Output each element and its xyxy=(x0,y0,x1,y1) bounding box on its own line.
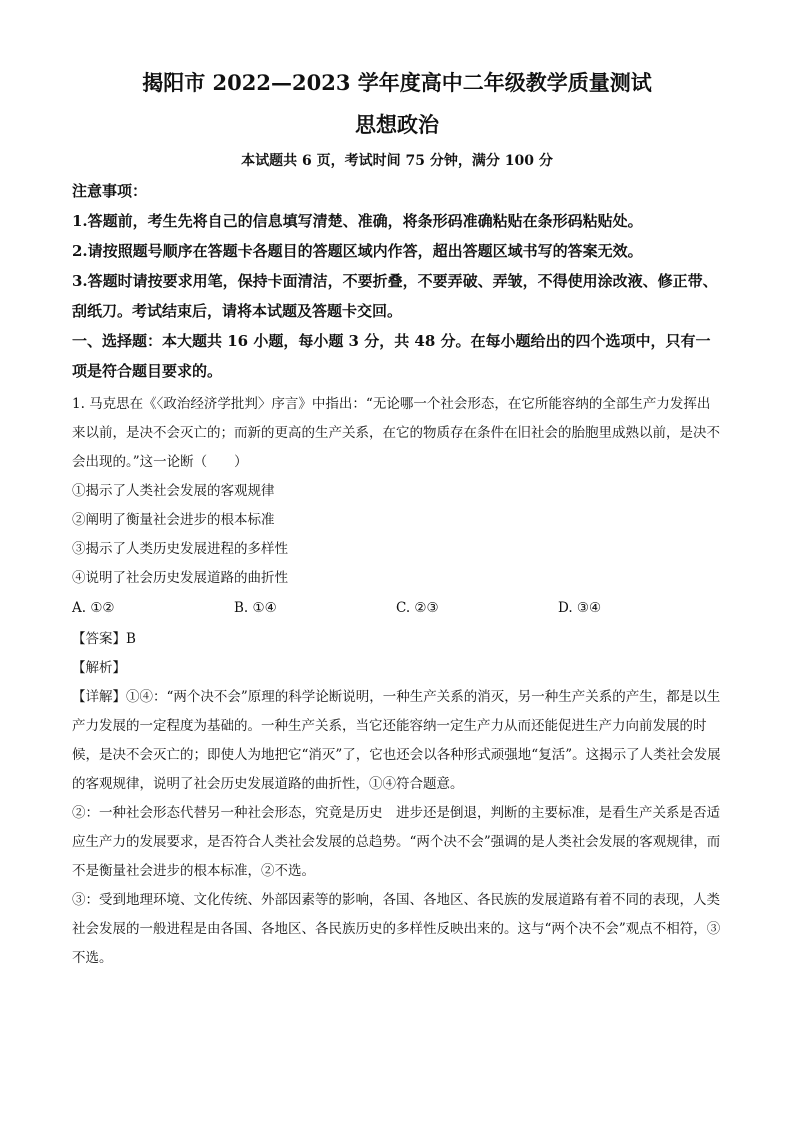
document-page xyxy=(72,60,722,973)
answer-label: 【答案】B xyxy=(72,631,136,647)
statement-2: ②阐明了衡量社会进步的根本标准 xyxy=(72,512,275,528)
choice-b: B. ①④ xyxy=(234,600,277,616)
notice-item-2: 2.请按照题号顺序在答题卡各题目的答题区域内作答，超出答题区域书写的答案无效。 xyxy=(72,242,643,260)
exam-meta: 本试题共 6 页，考试时间 75 分钟，满分 100 分 xyxy=(241,153,553,169)
question-1 xyxy=(72,390,722,973)
notice-heading: 注意事项： xyxy=(72,182,148,200)
notice-item-3: 3.答题时请按要求用笔，保持卡面清洁，不要折叠，不要弄破、弄皱，不得使用涂改液、修正带、刮纸刀。考试结束后，请将本试题及答题卡交回。 xyxy=(72,272,718,320)
notice-item-1: 1.答题前，考生先将自己的信息填写清楚、准确，将条形码准确粘贴在条形码粘贴处。 xyxy=(72,212,643,230)
explanation-paragraph-2: ②：一种社会形态代替另一种社会形态，究竟是历史 进步还是倒退，判断的主要标准，是看生产关系是否适应生产力的发展要求，是否符合人类社会发展的总趋势。“两个决不会”强调的是人类社会发展的客观规律，而不是衡量社会进步的根本标准，②不选。 xyxy=(72,805,721,879)
section-heading: 一、选择题：本大题共 16 小题，每小题 3 分，共 48 分。在每小题给出的四个选项中，只有一项是符合题目要求的。 xyxy=(72,332,711,380)
subject-title: 思想政治 xyxy=(355,112,439,137)
analysis-label: 【解析】 xyxy=(72,660,126,676)
explanation-paragraph-3: ③：受到地理环境、文化传统、外部因素等的影响，各国、各地区、各民族的发展道路有着不同的表现，人类社会发展的一般进程是由各国、各地区、各民族历史的多样性反映出来的。这与“两个决不会”观点不相符，③不选。 xyxy=(72,892,721,966)
detail-paragraph: 【详解】①④：“两个决不会”原理的科学论断说明，一种生产关系的消灭，另一种生产关系的产生，都是以生产力发展的一定程度为基础的。一种生产关系，当它还能容纳一定生产力从而还能促进生产力向前发展的时候，是决不会灭亡的；即使人为地把它“消灭”了，它也还会以各种形式顽强地“复活”。这揭示了人类社会发展的客观规律，说明了社会历史发展道路的曲折性，①④符合题意。 xyxy=(72,689,721,792)
statement-1: ①揭示了人类社会发展的客观规律 xyxy=(72,483,275,499)
choice-a: A. ①② xyxy=(72,600,115,616)
choice-c: C. ②③ xyxy=(396,600,439,616)
statement-4: ④说明了社会历史发展道路的曲折性 xyxy=(72,570,288,586)
notice-section xyxy=(72,176,722,326)
answer-choices xyxy=(72,593,722,623)
choice-d: D. ③④ xyxy=(558,600,602,616)
question-stem: 1. 马克思在《〈政治经济学批判〉序言》中指出：“无论哪一个社会形态，在它所能容纳的全部生产力发挥出来以前，是决不会灭亡的；而新的更高的生产关系，在它的物质存在条件在旧社会的胎胞里成熟以前，是决不会出现的。”这一论断（ ） xyxy=(72,396,720,470)
statement-3: ③揭示了人类历史发展进程的多样性 xyxy=(72,541,288,557)
exam-title: 揭阳市 2022—2023 学年度高中二年级教学质量测试 xyxy=(142,70,652,95)
